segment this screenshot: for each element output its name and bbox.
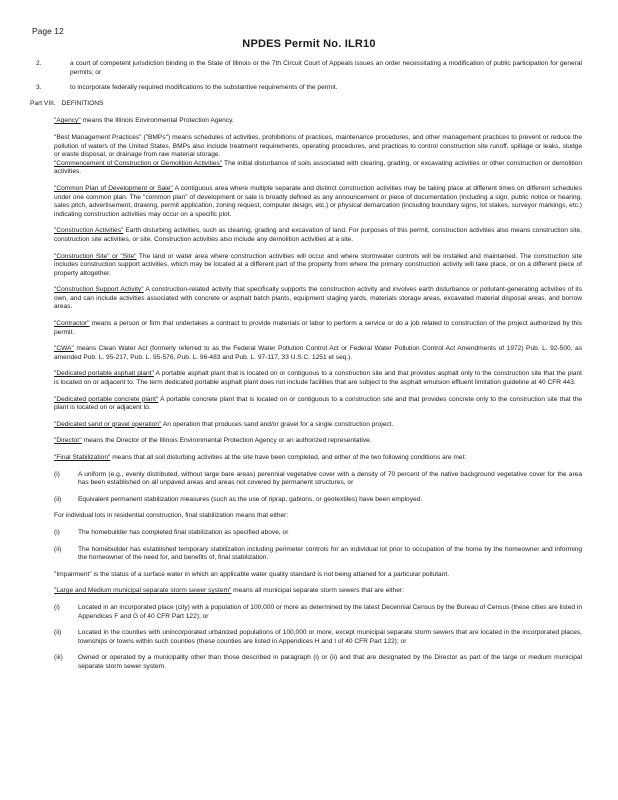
definition-text: A portable asphalt plant that is located on or contiguous to a construction site and that provides asphalt only to the construction site that the plant is located on or adjacent to. The term dedicated portable asphalt plant does not include facilities that are subject to the asphalt emulsion effluent limitation guideline at 40 CFR 443.: [54, 370, 582, 387]
document-body: [30, 60, 582, 680]
list-item: [54, 529, 582, 538]
definition-text: The land or water area where construction activities will occur and where stormwater controls will be installed and maintained. The construction site includes construction support activities, which may be located at a different part of the property from where the primary construction activity will take place, or on a different piece of property altogether.: [54, 252, 582, 277]
definition-cwa: [54, 345, 582, 362]
definition-term: "Commencement of Construction or Demolition Activities": [54, 159, 223, 167]
definition-term: "Dedicated portable asphalt plant": [54, 370, 154, 378]
definition-term: "Construction Support Activity": [54, 286, 144, 294]
definition-common-plan: [54, 185, 582, 219]
list-marker: 3.: [36, 84, 42, 92]
page-title: NPDES Permit No. ILR10: [242, 38, 376, 50]
list-marker: (i): [54, 528, 60, 536]
definition-text: means Clean Water Act (formerly referred to as the Federal Water Pollution Control Act or Federal Water Pollution Control Act Amendments of 1972) Pub. L. 92-500, as amended Pub. L. 95-217, Pub. L. 95-576, Pub. L. 96-483 and Pub. L. 97-117, 33 U.S.C. 1251 et seq.).: [54, 345, 582, 361]
definition-concrete-plant: [54, 396, 582, 413]
definition-sand-gravel: [54, 421, 582, 430]
definition-impairment: "Impairment" is the status of a surface water in which an applicable water quality standard is not being attained for a particular pollutant.: [54, 570, 450, 578]
list-text: to incorporate federally required modifications to the substantive requirements of the permit.: [70, 84, 338, 92]
page-number: Page 12: [32, 26, 64, 36]
definition-contractor: [54, 320, 582, 337]
definition-text: Earth disturbing activities, such as clearing, grading and excavation of land. For purposes of this permit, construction activities also means construction site, construction site activities, or site. Construction activities also include any demolition activities at a site.: [54, 227, 582, 243]
definition-commencement: [54, 160, 582, 177]
list-item: [54, 546, 582, 563]
definition-text: means the Director of the Illinois Environmental Protection Agency or an authorized representative.: [81, 437, 372, 445]
list-text: The homebuilder has established temporary stabilization including perimeter controls for an individual lot prior to occupation of the home by the homeowner and informing the homeowner of the need for, and benefits of, final stabilization.: [78, 545, 582, 562]
definition-text: "Best Management Practices" ("BMPs") means schedules of activities, prohibitions of practices, maintenance procedures, and other management practices to prevent or reduce the pollution of waters of the United States. BMPs also include treatment requirements, operating procedures, and practices to control construction site runoff, spillage or leaks, sludge or waste disposal, or drainage from raw material storage.: [54, 133, 582, 159]
definition-text: means a person or firm that undertakes a contract to provide materials or labor to perform a service or do a job related to construction of the project authorized by this permit.: [54, 320, 582, 336]
definition-agency: [54, 117, 582, 126]
list-text: A uniform (e.g., evenly distributed, without large bare areas) perennial vegetative cover with a density of 70 percent of the native background vegetative cover for the area has been established on all unpaved areas and areas not covered by permanent structures, or: [78, 470, 582, 487]
part-title: DEFINITIONS: [61, 99, 104, 107]
list-marker: (ii): [54, 545, 62, 553]
definition-text: The initial disturbance of soils associated with clearing, grading, or excavating activities or other construction or demolition activities.: [54, 159, 583, 176]
definition-term: "Contractor": [54, 320, 90, 328]
part-label: Part VIII.: [30, 99, 56, 107]
list-item: [54, 604, 582, 621]
list-item: [54, 496, 582, 505]
definition-bmp: [54, 134, 582, 160]
list-marker: 2.: [36, 60, 42, 67]
list-text: The homebuilder has completed final stabilization as specified above, or: [78, 528, 289, 536]
definition-text: An operation that produces sand and/or gravel for a single construction project.: [161, 420, 394, 428]
list-marker: (i): [54, 470, 60, 478]
list-item: [30, 60, 582, 77]
definition-term: "CWA": [54, 345, 74, 353]
definition-director: [54, 437, 582, 446]
definition-term: "Director": [54, 437, 82, 445]
definition-text: means that all soil disturbing activities at the site have been completed, and either of the two following conditions are met:: [110, 454, 467, 461]
section-heading: [30, 100, 582, 109]
list-item: [54, 629, 582, 646]
list-text: Located in an incorporated place (city) with a population of 100,000 or more as determined by the latest Decennial Census by the Bureau of Census (these cities are listed in Appendices F and G of 40 CFR Part 122); or: [78, 603, 582, 620]
list-text: Located in the counties with unincorporated urbanized populations of 100,000 or more, except municipal separate storm sewers that are located in the incorporated places, townships or towns within such counties (these counties are listed in Appendices H and I of 40 CFR Part 122); or: [78, 629, 582, 645]
definition-term: "Dedicated portable concrete plant": [54, 395, 159, 403]
list-marker: (iii): [54, 654, 63, 662]
definition-text: means all municipal separate storm sewers that are either:: [231, 587, 404, 595]
definition-text: means the Illinois Environmental Protection Agency.: [80, 117, 234, 125]
list-item: [54, 654, 582, 671]
definition-construction-support: [54, 286, 582, 312]
list-text: a court of competent jurisdiction binding in the State of Illinois or the 7th Circuit Court of Appeals issues an order necessitating a modification of public participation for general permits; or: [70, 60, 582, 76]
definition-term: "Final Stabilization": [54, 454, 111, 461]
definition-term: "Construction Activities": [54, 227, 124, 235]
list-marker: (i): [54, 603, 60, 611]
list-text: Equivalent permanent stabilization measures (such as the use of riprap, gabions, or geotextiles) have been employed.: [78, 495, 423, 503]
definition-term: "Common Plan of Development or Sale": [54, 184, 173, 192]
definition-term: "Dedicated sand or gravel operation": [54, 420, 162, 428]
definition-construction-activities: [54, 227, 582, 244]
definition-term: "Large and Medium municipal separate storm sewer system": [54, 587, 232, 595]
list-item: [30, 84, 582, 93]
list-item: [54, 471, 582, 488]
list-text: Owned or operated by a municipality other than those described in paragraph (i) or (ii) and that are designated by the Director as part of the large or medium municipal separate storm sewer system.: [78, 654, 582, 670]
definition-final-stabilization: [54, 454, 582, 463]
list-marker: (ii): [54, 495, 62, 503]
definition-text: A construction-related activity that specifically supports the construction activity and involves earth disturbance or pollutant-generating activities of its own, and can include activities associated with concrete or asphalt batch plants, equipment staging yards, materials storage areas, excavated material disposal areas, and borrow areas.: [54, 286, 582, 311]
list-marker: (ii): [54, 629, 62, 637]
residential-intro: For individual lots in residential construction, final stabilization means that either:: [54, 512, 289, 520]
definition-construction-site: [54, 253, 582, 279]
definition-term: "Construction Site" or "Site": [54, 252, 137, 260]
definition-text: A portable concrete plant that is located on or contiguous to a construction site and that provides concrete only to the construction site that the plant is located on or adjacent to.: [54, 395, 582, 412]
definition-term: "Agency": [54, 117, 81, 125]
definition-large-medium-ms4: [54, 587, 582, 596]
definition-text: A contiguous area where multiple separate and distinct construction activities may be taking place at different times on different schedules under one common plan. The "common plan" of development or sale is broadly defined as any announcement or piece of documentation (including a sign, public notice or hearing, sales pitch, advertisement, drawing, permit application, zoning request, computer design, etc.) or physical demarcation (including boundary signs, lot stakes, surveyor markings, etc.) indicating construction activities may occur on a specific plot.: [54, 184, 583, 218]
definition-asphalt-plant: [54, 370, 582, 387]
